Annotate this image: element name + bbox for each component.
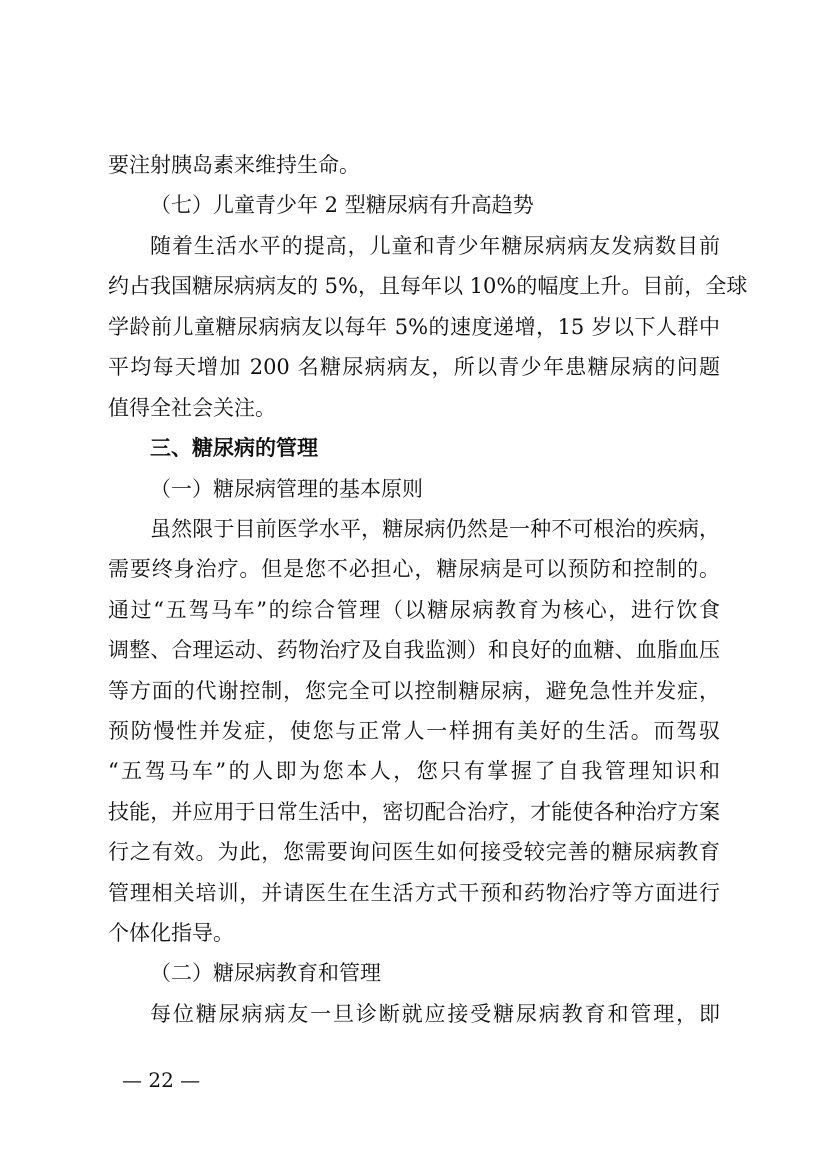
text-line: 通过“五驾马车”的综合管理（以糖尿病教育为核心，进行饮食 <box>108 598 720 622</box>
text-line: 值得全社会关注。 <box>108 396 276 420</box>
page-number: — 22 — <box>122 1068 201 1092</box>
text-line: 等方面的代谢控制，您完全可以控制糖尿病，避免急性并发症， <box>108 679 720 703</box>
text-line: 技能，并应用于日常生活中，密切配合治疗，才能使各种治疗方案 <box>108 800 720 824</box>
text-line: 个体化指导。 <box>108 921 234 945</box>
text-line: 约占我国糖尿病病友的 5%，且每年以 10%的幅度上升。目前，全球 <box>108 274 748 298</box>
chapter-heading: 三、糖尿病的管理 <box>150 436 318 460</box>
text-line: 学龄前儿童糖尿病病友以每年 5%的速度递增，15 岁以下人群中 <box>108 315 720 339</box>
text-line: “五驾马车”的人即为您本人，您只有掌握了自我管理知识和 <box>108 759 720 783</box>
text-line: 虽然限于目前医学水平，糖尿病仍然是一种不可根治的疾病， <box>150 517 720 541</box>
text-line: 调整、合理运动、药物治疗及自我监测）和良好的血糖、血脂血压 <box>108 638 720 662</box>
text-line: 要注射胰岛素来维持生命。 <box>108 153 360 177</box>
section-heading-1: （一）糖尿病管理的基本原则 <box>150 477 423 501</box>
section-heading-7: （七）儿童青少年 2 型糖尿病有升高趋势 <box>150 193 534 217</box>
text-line: 预防慢性并发症，使您与正常人一样拥有美好的生活。而驾驭 <box>108 719 720 743</box>
text-line: 随着生活水平的提高，儿童和青少年糖尿病病友发病数目前 <box>150 234 720 258</box>
text-line: 行之有效。为此，您需要询问医生如何接受较完善的糖尿病教育 <box>108 840 720 864</box>
text-line: 每位糖尿病病友一旦诊断就应接受糖尿病教育和管理，即 <box>150 1002 720 1026</box>
text-line: 需要终身治疗。但是您不必担心，糖尿病是可以预防和控制的。 <box>108 557 720 581</box>
section-heading-2: （二）糖尿病教育和管理 <box>150 961 381 985</box>
text-line: 平均每天增加 200 名糖尿病病友，所以青少年患糖尿病的问题 <box>108 355 720 379</box>
text-line: 管理相关培训，并请医生在生活方式干预和药物治疗等方面进行 <box>108 881 720 905</box>
